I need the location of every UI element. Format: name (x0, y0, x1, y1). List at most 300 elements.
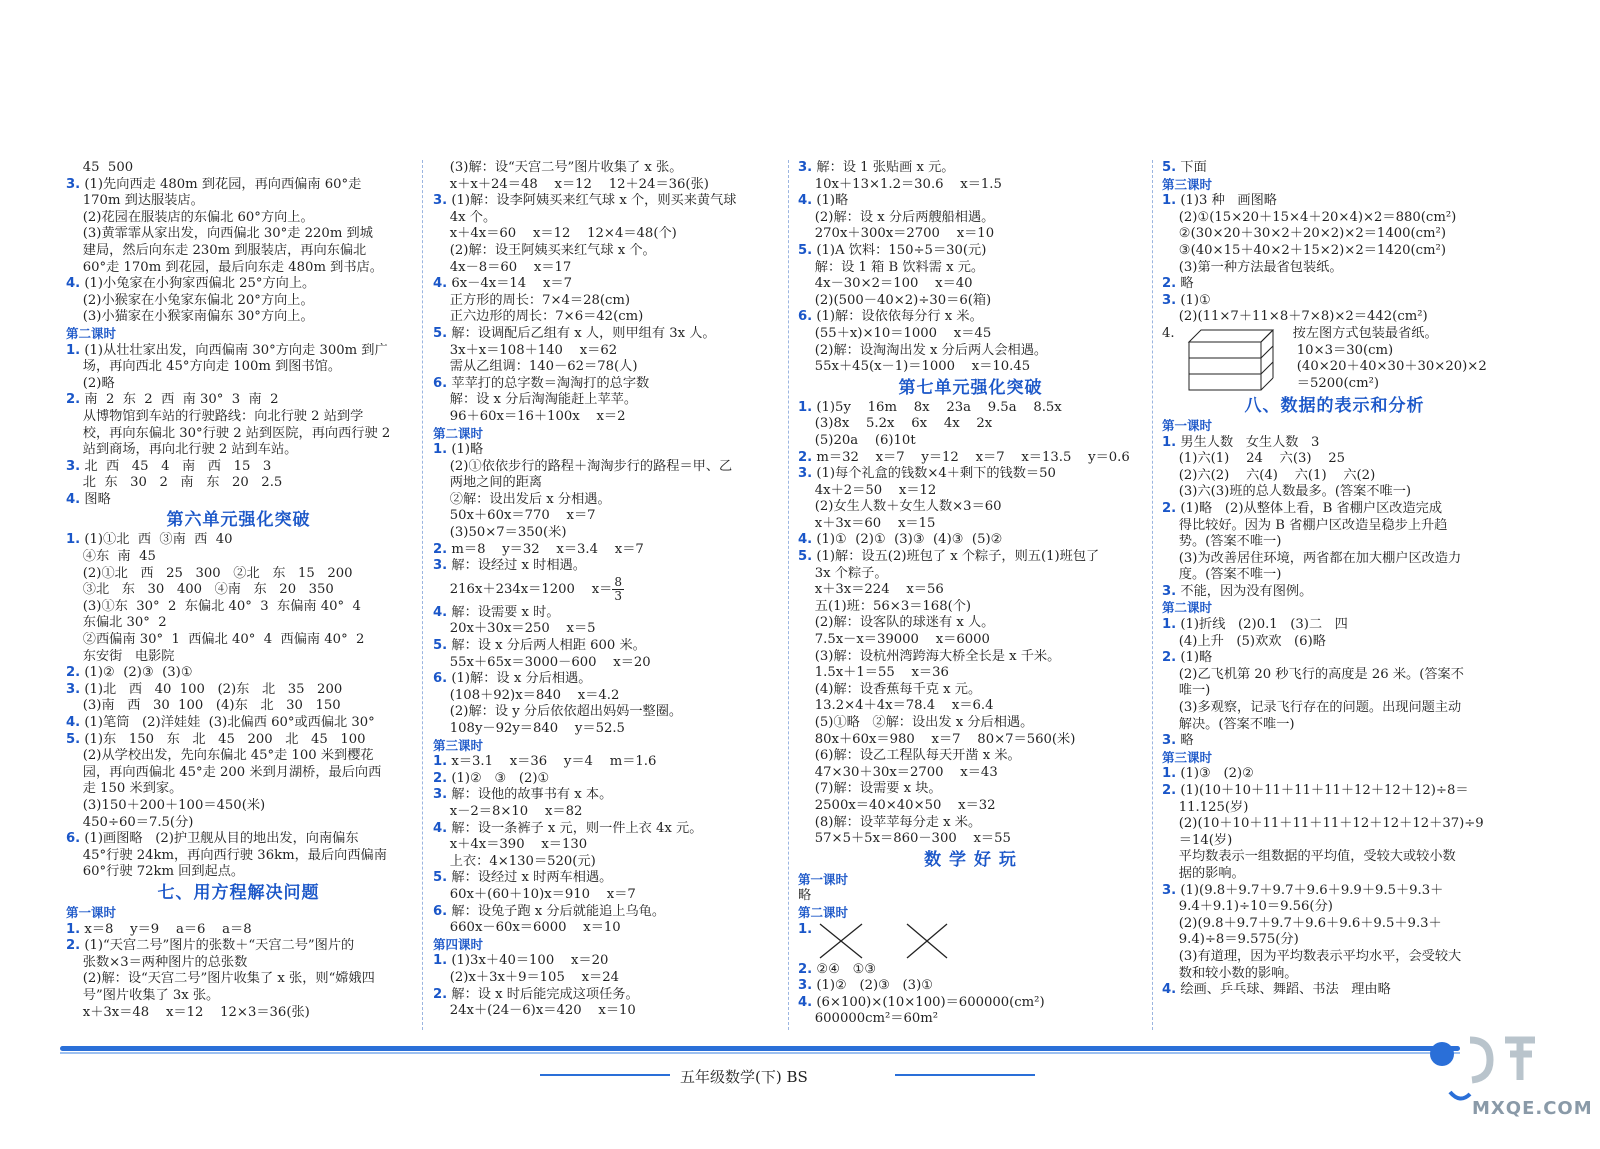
answer-text: 解决。(答案不唯一) (1162, 716, 1295, 732)
answer-line (66, 549, 411, 566)
answer-text: (3)50×7＝350(米) (433, 525, 567, 541)
answer-line (433, 558, 778, 575)
answer-line (798, 765, 1143, 782)
answer-line: ＝5200(cm²) (1292, 375, 1380, 391)
answer-text: 不能，因为没有图例。 (1176, 583, 1313, 599)
answer-text: (1)东 150 东 北 45 200 北 45 100 (80, 731, 366, 747)
answer-line (433, 376, 778, 393)
question-number: 2. (798, 449, 813, 465)
answer-text: 3x 个粽子。 (798, 565, 888, 581)
answer-line (433, 787, 778, 804)
answer-line (1162, 567, 1507, 584)
answer-text: 正六边形的周长：7×6＝42(cm) (433, 309, 644, 325)
answer-line (798, 815, 1143, 832)
question-number: 1. (66, 342, 81, 358)
answer-line (433, 688, 778, 705)
answer-text: m＝32 x＝7 y＝12 x＝7 x＝13.5 y＝0.6 (812, 449, 1130, 465)
answer-text: (2)解：设 y 分后依依超出妈妈一整圈。 (433, 704, 683, 720)
answer-line (1162, 899, 1507, 916)
lesson-subheading: 第三课时 (1162, 176, 1213, 192)
answer-text: 得比较好。因为 B 省棚户区改造呈稳步上升趋 (1162, 517, 1448, 533)
answer-text: 45 500 (66, 160, 134, 175)
stacked-box-diagram-icon (1185, 326, 1275, 392)
answer-text: 解：设需要 x 时。 (447, 604, 560, 620)
answer-text: 108y－92y＝840 y＝52.5 (433, 721, 625, 736)
answer-text: 略 (1176, 733, 1194, 749)
answer-text: x＋4x＝390 x＝130 (433, 837, 588, 853)
answer-text: 据的影响。 (1162, 865, 1245, 881)
answer-text: (1)小兔家在小狗家西偏北 25°方向上。 (80, 276, 316, 292)
footer-left-line (540, 1074, 670, 1076)
answer-text: (1)从壮壮家出发，向西偏南 30°方向走 300m 到广 (80, 342, 388, 358)
answer-line (66, 582, 411, 599)
question-number: 4. (798, 193, 813, 209)
answer-line (66, 831, 411, 848)
answer-text: 20x＋30x＝250 x＝5 (433, 621, 596, 637)
lesson-subheading: 第二课时 (66, 325, 117, 341)
question-number: 4. (1162, 325, 1175, 341)
answer-line (433, 276, 778, 293)
answer-text: x＋x＋24＝48 x＝12 12＋24＝36(张) (433, 176, 709, 192)
answer-text: (1)北 西 40 100 (2)东 北 35 200 (80, 681, 343, 697)
answer-text: 4x＋2＝50 x＝12 (798, 482, 937, 498)
answer-text: x＝3.1 x＝36 y＝4 m＝1.6 (447, 754, 657, 770)
answer-text: (2)(500－40×2)÷30＝6(箱) (798, 292, 992, 308)
answer-text: 10x＋13×1.2＝30.6 x＝1.5 (798, 176, 1002, 192)
answer-line (798, 566, 1143, 583)
answer-line (66, 309, 411, 326)
answer-text: 60°行驶 72km 回到起点。 (66, 864, 245, 880)
answer-text: 需从乙组调：140－62＝78(人) (433, 359, 638, 375)
answer-text: 号”图片收集了 3x 张。 (66, 987, 220, 1003)
answer-text: x＋3x＝224 x＝56 (798, 582, 944, 598)
answer-line (66, 938, 411, 955)
fraction (612, 576, 624, 603)
question-number: 3. (1162, 292, 1177, 308)
answer-text: (6×100)×(10×100)＝600000(cm²) (812, 994, 1045, 1010)
answer-text: 下面 (1176, 160, 1207, 175)
answer-text: (3)南 西 30 100 (4)东 北 30 150 (66, 698, 341, 714)
answer-line (798, 532, 1143, 549)
answer-text: 场，再向西北 45°方向走 100m 到图书馆。 (66, 359, 342, 375)
question-number: 4. (433, 820, 448, 836)
answer-text: 57×5＋5x＝860－300 x＝55 (798, 831, 1011, 847)
footer-rule-light (60, 1052, 1460, 1054)
answer-line (798, 888, 1143, 905)
answer-line (66, 988, 411, 1005)
answer-line (66, 715, 411, 732)
answer-text: (1)③ (2)② (1176, 766, 1254, 782)
answer-line (66, 765, 411, 782)
answer-text: 1.5x＋1＝55 x＝36 (798, 665, 949, 681)
answer-line (1162, 534, 1507, 551)
answer-text: 略 (798, 888, 812, 904)
fraction-numerator: 8 (614, 574, 622, 589)
answer-line (798, 599, 1143, 616)
answer-text: 60x＋(60＋10)x＝910 x＝7 (433, 886, 636, 902)
answer-line (798, 433, 1143, 450)
answer-text: (1)每个礼盒的钱数×4＋剩下的钱数＝50 (812, 466, 1056, 482)
answer-column-4 (1162, 160, 1507, 999)
question-number: 2. (433, 770, 448, 786)
answer-text: 24x＋(24－6)x＝420 x＝10 (433, 1003, 636, 1019)
answer-line (1162, 451, 1507, 468)
answer-line (66, 193, 411, 210)
answer-text: (2)从学校出发，先向东偏北 45°走 100 米到樱花 (66, 748, 374, 764)
answer-text: (2)女生人数＋女生人数×3＝60 (798, 499, 1002, 515)
answer-text: (3)六(3)班的总人数最多。(答案不唯一) (1162, 484, 1412, 500)
answer-line (433, 343, 778, 360)
answer-text: (1)A 饮料：150÷5＝30(元) (812, 242, 987, 258)
question-number: 6. (433, 903, 448, 919)
answer-line (66, 615, 411, 632)
answer-line (1162, 210, 1507, 227)
answer-text: 绘画、乒乓球、舞蹈、书法 理由略 (1176, 982, 1391, 998)
answer-line (1162, 783, 1507, 800)
answer-line (433, 870, 778, 887)
answer-text: 解：设一条裤子 x 元，则一件上衣 4x 元。 (447, 820, 703, 836)
footer-right-line (895, 1074, 1035, 1076)
answer-line (1162, 160, 1507, 177)
question-number: 1. (798, 921, 813, 937)
answer-line (798, 243, 1143, 260)
footer-title: 五年级数学(下) BS (680, 1068, 808, 1086)
answer-text: 略 (1176, 276, 1194, 292)
question-number: 2. (798, 961, 813, 977)
lesson-subheading: 第一课时 (1162, 417, 1213, 433)
answer-line (66, 599, 411, 616)
answer-text: (1)3x＋40＝100 x＝20 (447, 953, 609, 969)
answer-line (798, 615, 1143, 632)
answer-text: 解：设 1 张贴画 x 元。 (812, 160, 955, 175)
question-number: 3. (798, 160, 813, 175)
answer-text: (2)①北 西 25 300 ②北 东 15 200 (66, 565, 353, 581)
answer-text: 东偏北 30° 2 (66, 615, 167, 631)
answer-line (433, 210, 778, 227)
question-number: 3. (1162, 882, 1177, 898)
answer-line (66, 260, 411, 277)
question-number: 6. (66, 831, 81, 847)
answer-line (798, 359, 1143, 376)
answer-text: 解：设经过 x 时相遇。 (447, 558, 586, 574)
answer-line (1162, 468, 1507, 485)
lesson-subheading: 第二课时 (1162, 600, 1213, 616)
question-number: 6. (798, 309, 813, 325)
answer-line: 10×3＝30(cm) (1292, 342, 1394, 358)
question-number: 3. (798, 466, 813, 482)
question-number: 2. (1162, 276, 1177, 292)
answer-text: 男生人数 女生人数 3 (1176, 434, 1320, 450)
answer-text: ②(30×20＋30×2＋20×2)×2＝1400(cm²) (1162, 226, 1446, 242)
answer-line (798, 516, 1143, 533)
question-number: 2. (1162, 650, 1177, 666)
answer-text: (1)② (2)③ (3)① (812, 978, 934, 994)
answer-text: ④东 南 45 (66, 549, 156, 565)
question-number: 3. (798, 978, 813, 994)
answer-line (433, 525, 778, 542)
answer-text: 6x－4x＝14 x＝7 (447, 276, 572, 292)
answer-line (66, 409, 411, 426)
answer-text: 东安街 电影院 (66, 648, 175, 664)
answer-line (798, 193, 1143, 210)
answer-line (1162, 309, 1507, 326)
answer-line (798, 210, 1143, 227)
answer-line (1162, 484, 1507, 501)
answer-text: (1)“天宫二号”图片的张数＋“天宫二号”图片的 (80, 938, 355, 954)
answer-text: (2)解：设淘淘出发 x 分后两人会相遇。 (798, 342, 1048, 358)
answer-text: (2)解：设 x 分后两艘船相遇。 (798, 209, 995, 225)
answer-line (433, 309, 778, 326)
answer-text: 图略 (80, 491, 111, 507)
answer-line (798, 549, 1143, 566)
answer-line (433, 508, 778, 525)
answer-text: 从博物馆到车站的行驶路线：向北行驶 2 站到学 (66, 408, 364, 424)
cross-lines-icon (812, 922, 962, 960)
answer-text: x＝8 y＝9 a＝6 a＝8 (80, 921, 252, 937)
answer-line (433, 392, 778, 409)
answer-text: 建局，然后向东走 230m 到服装店，再向东偏北 (66, 242, 367, 258)
answer-text: 60°走 170m 到花园，最后向东走 480m 到书店。 (66, 259, 383, 275)
answer-text: (2)①(15×20＋15×4＋20×4)×2＝880(cm²) (1162, 209, 1457, 225)
lesson-subheading: 第一课时 (798, 871, 849, 887)
answer-text: x－2＝8×10 x＝82 (433, 803, 583, 819)
answer-text: (1)略 (2)从整体上看，B 省棚户区改造完成 (1176, 500, 1443, 516)
answer-line (433, 821, 778, 838)
answer-line (66, 532, 411, 549)
answer-text: (4)解：设香蕉每千克 x 元。 (798, 681, 982, 697)
answer-line (798, 781, 1143, 798)
answer-line (798, 682, 1143, 699)
answer-text: (3)为改善居住环境，两省都在加大棚户区改造力 (1162, 550, 1462, 566)
answer-text: 13.2×4＋4x＝78.4 x＝6.4 (798, 698, 994, 714)
answer-text: 苹苹打的总字数＝淘淘打的总字数 (447, 375, 650, 391)
answer-line (433, 605, 778, 622)
lesson-subheading: 第二课时 (433, 425, 484, 441)
answer-text: (1)解：设李阿姨买来红气球 x 个，则买来黄气球 (447, 193, 737, 209)
answer-text: 2500x＝40×40×50 x＝32 (798, 797, 996, 813)
answer-line (66, 376, 411, 393)
answer-text: (2)①依依步行的路程＋淘淘步行的路程＝甲、乙 (433, 458, 733, 474)
answer-line (433, 953, 778, 970)
answer-text: (1)折线 (2)0.1 (3)二 四 (1176, 617, 1348, 633)
answer-text: 北 东 30 2 南 东 20 2.5 (66, 475, 283, 491)
answer-text: 站到商场，再向北行驶 2 站到车站。 (66, 442, 298, 458)
answer-line (1162, 733, 1507, 750)
question-number: 5. (1162, 160, 1177, 175)
answer-text: 45°行驶 24km，再向西行驶 36km，最后向西偏南 (66, 847, 387, 863)
answer-text: 450÷60＝7.5(分) (66, 814, 194, 830)
answer-text: 4x 个。 (433, 209, 497, 225)
answer-line (798, 698, 1143, 715)
answer-line (798, 450, 1143, 467)
answer-text: (3)解：设杭州湾跨海大桥全长是 x 千米。 (798, 648, 1061, 664)
question-number: 4. (66, 276, 81, 292)
answer-text: (2)解：设“天宫二号”图片收集了 x 张，则“嫦娥四 (66, 971, 375, 987)
answer-line (1162, 766, 1507, 783)
question-number: 5. (798, 549, 813, 565)
answer-text: 47×30＋30x＝2700 x＝43 (798, 764, 998, 780)
answer-text: 600000cm²＝60m² (798, 1011, 939, 1027)
question-number: 4. (798, 994, 813, 1010)
question-number: 3. (433, 193, 448, 209)
question-number: 2. (66, 938, 81, 954)
answer-line (1162, 866, 1507, 883)
question-number: 3. (66, 681, 81, 697)
answer-line (433, 837, 778, 854)
question-number: 4. (66, 491, 81, 507)
answer-line (66, 748, 411, 765)
answer-line (66, 226, 411, 243)
answer-text: (1)(10＋10＋11＋11＋11＋12＋12＋12)÷8＝ (1176, 783, 1469, 798)
question-number: 1. (1162, 193, 1177, 209)
answer-text: (3)8x 5.2x 6x 4x 2x (798, 416, 993, 432)
answer-line (433, 177, 778, 194)
answer-line (66, 343, 411, 360)
question-number: 1. (66, 921, 81, 937)
answer-line (66, 293, 411, 310)
answer-text: 度。(答案不唯一) (1162, 567, 1282, 583)
answer-text: 势。(答案不唯一) (1162, 534, 1282, 550)
answer-line (1162, 501, 1507, 518)
question-number: 3. (66, 458, 81, 474)
answer-line (66, 392, 411, 409)
answer-line (66, 359, 411, 376)
answer-line (433, 1003, 778, 1020)
answer-line (433, 920, 778, 937)
answer-text: ＝14(岁) (1162, 832, 1233, 848)
answer-line (1162, 435, 1507, 452)
answer-line (66, 177, 411, 194)
answer-line (66, 160, 411, 177)
answer-text: (5)①略 ②解：设出发 x 分后相遇。 (798, 715, 1034, 730)
answer-text: 解：设他的故事书有 x 本。 (447, 787, 613, 803)
answer-text: 解：设 x 分后两人相距 600 米。 (447, 638, 646, 654)
answer-line (66, 566, 411, 583)
question-number: 4. (433, 276, 448, 292)
question-number: 2. (66, 392, 81, 408)
answer-line (798, 276, 1143, 293)
answer-line (1162, 518, 1507, 535)
answer-line (798, 582, 1143, 599)
answer-line (66, 1005, 411, 1022)
answer-line (798, 978, 1143, 995)
answer-line (433, 260, 778, 277)
answer-block-text (1293, 326, 1487, 394)
lesson-subheading: 第四课时 (433, 936, 484, 952)
answer-text: 唯一) (1162, 683, 1211, 699)
question-number: 4. (66, 715, 81, 730)
answer-line (1162, 243, 1507, 260)
answer-line (66, 864, 411, 881)
answer-text: (2)略 (66, 375, 115, 391)
answer-line (433, 987, 778, 1004)
answer-text: (1)5y 16m 8x 23a 9.5a 8.5x (812, 399, 1062, 415)
answer-line (798, 160, 1143, 177)
answer-text: 解：设 x 分后淘淘能赶上苹苹。 (433, 392, 638, 408)
answer-line (433, 409, 778, 426)
answer-text: (2)解：设王阿姨买来红气球 x 个。 (433, 242, 656, 258)
answer-text: (3)①东 30° 2 东偏北 40° 3 东偏南 40° 4 (66, 598, 361, 614)
answer-line (433, 638, 778, 655)
answer-line (433, 854, 778, 871)
question-number: 1. (433, 442, 448, 458)
answer-text: (2)解：设客队的球迷有 x 人。 (798, 615, 995, 631)
answer-line (1162, 816, 1507, 833)
answer-text: (1)略 (1176, 650, 1213, 666)
answer-line (798, 309, 1143, 326)
answer-line (66, 682, 411, 699)
question-number: 6. (433, 375, 448, 391)
answer-text: 解：设 x 时后能完成这项任务。 (447, 986, 639, 1002)
section-heading: 七、用方程解决问题 (157, 882, 320, 903)
answer-line (798, 748, 1143, 765)
answer-line (433, 442, 778, 459)
answer-line (433, 226, 778, 243)
answer-text: (3)第一种方法最省包装纸。 (1162, 259, 1343, 275)
answer-text: 解：设兔子跑 x 分后就能追上乌龟。 (447, 903, 666, 919)
answer-line (1162, 226, 1507, 243)
answer-text: ③北 东 30 400 ④南 东 20 350 (66, 582, 334, 598)
answer-text: 9.4)÷8＝9.575(分) (1162, 932, 1299, 948)
answer-text: (1)① (2)① (3)③ (4)③ (5)② (812, 532, 1003, 548)
answer-line (66, 698, 411, 715)
answer-line (433, 671, 778, 688)
answer-text: (2)(9.8＋9.7＋9.7＋9.6＋9.6＋9.5＋9.3＋ (1162, 915, 1442, 931)
question-number: 3. (433, 558, 448, 574)
answer-text: 正方形的周长：7×4＝28(cm) (433, 292, 631, 308)
answer-text: 五(1)班：56×3＝168(个) (798, 598, 972, 614)
section-heading: 八、数据的表示和分析 (1244, 395, 1425, 416)
lesson-subheading: 第二课时 (798, 904, 849, 920)
answer-text: 4x－30×2＝100 x＝40 (798, 276, 973, 292)
answer-text: (2)小猴家在小兔家东偏北 20°方向上。 (66, 292, 314, 308)
answer-text: 660x－60x＝6000 x＝10 (433, 920, 621, 936)
answer-text: (5)20a (6)10t (798, 432, 916, 448)
answer-text: 解：设经过 x 时两车相遇。 (447, 870, 613, 886)
column-divider (422, 160, 423, 1030)
answer-text: 170m 到达服装店。 (66, 193, 204, 209)
answer-line (66, 732, 411, 749)
answer-line (433, 193, 778, 210)
answer-line (66, 243, 411, 260)
answer-text: (1)六(1) 24 六(3) 25 (1162, 451, 1346, 467)
answer-line (1162, 551, 1507, 568)
section-heading: 数 学 好 玩 (924, 849, 1017, 870)
answer-line (798, 962, 1143, 979)
answer-text: (108＋92)x＝840 x＝4.2 (433, 687, 620, 703)
answer-line (798, 732, 1143, 749)
lesson-subheading: 第三课时 (1162, 749, 1213, 765)
answer-text: (2)六(2) 六(4) 六(1) 六(2) (1162, 467, 1376, 483)
question-number: 1. (798, 399, 813, 415)
answer-text: ③(40×15＋40×2＋15×2)×2＝1420(cm²) (1162, 242, 1446, 258)
answer-line (433, 459, 778, 476)
answer-block (1162, 326, 1507, 394)
answer-text: 55x＋45(x－1)＝1000 x＝10.45 (798, 359, 1031, 375)
lesson-subheading: 第三课时 (433, 737, 484, 753)
column-divider (788, 160, 789, 1030)
answer-text: ②西偏南 30° 1 西偏北 40° 4 西偏南 40° 2 (66, 632, 365, 648)
answer-line (1162, 982, 1507, 999)
question-number: 5. (66, 731, 81, 747)
answer-line (66, 210, 411, 227)
answer-line (1162, 883, 1507, 900)
answer-line (1162, 932, 1507, 949)
answer-text: 96＋60x＝16＋100x x＝2 (433, 408, 626, 424)
question-number: 2. (66, 665, 81, 681)
answer-text: 校，再向东偏北 30°行驶 2 站到医院，再向西行驶 2 (66, 425, 391, 441)
answer-text: (55＋x)×10＝1000 x＝45 (798, 325, 992, 341)
